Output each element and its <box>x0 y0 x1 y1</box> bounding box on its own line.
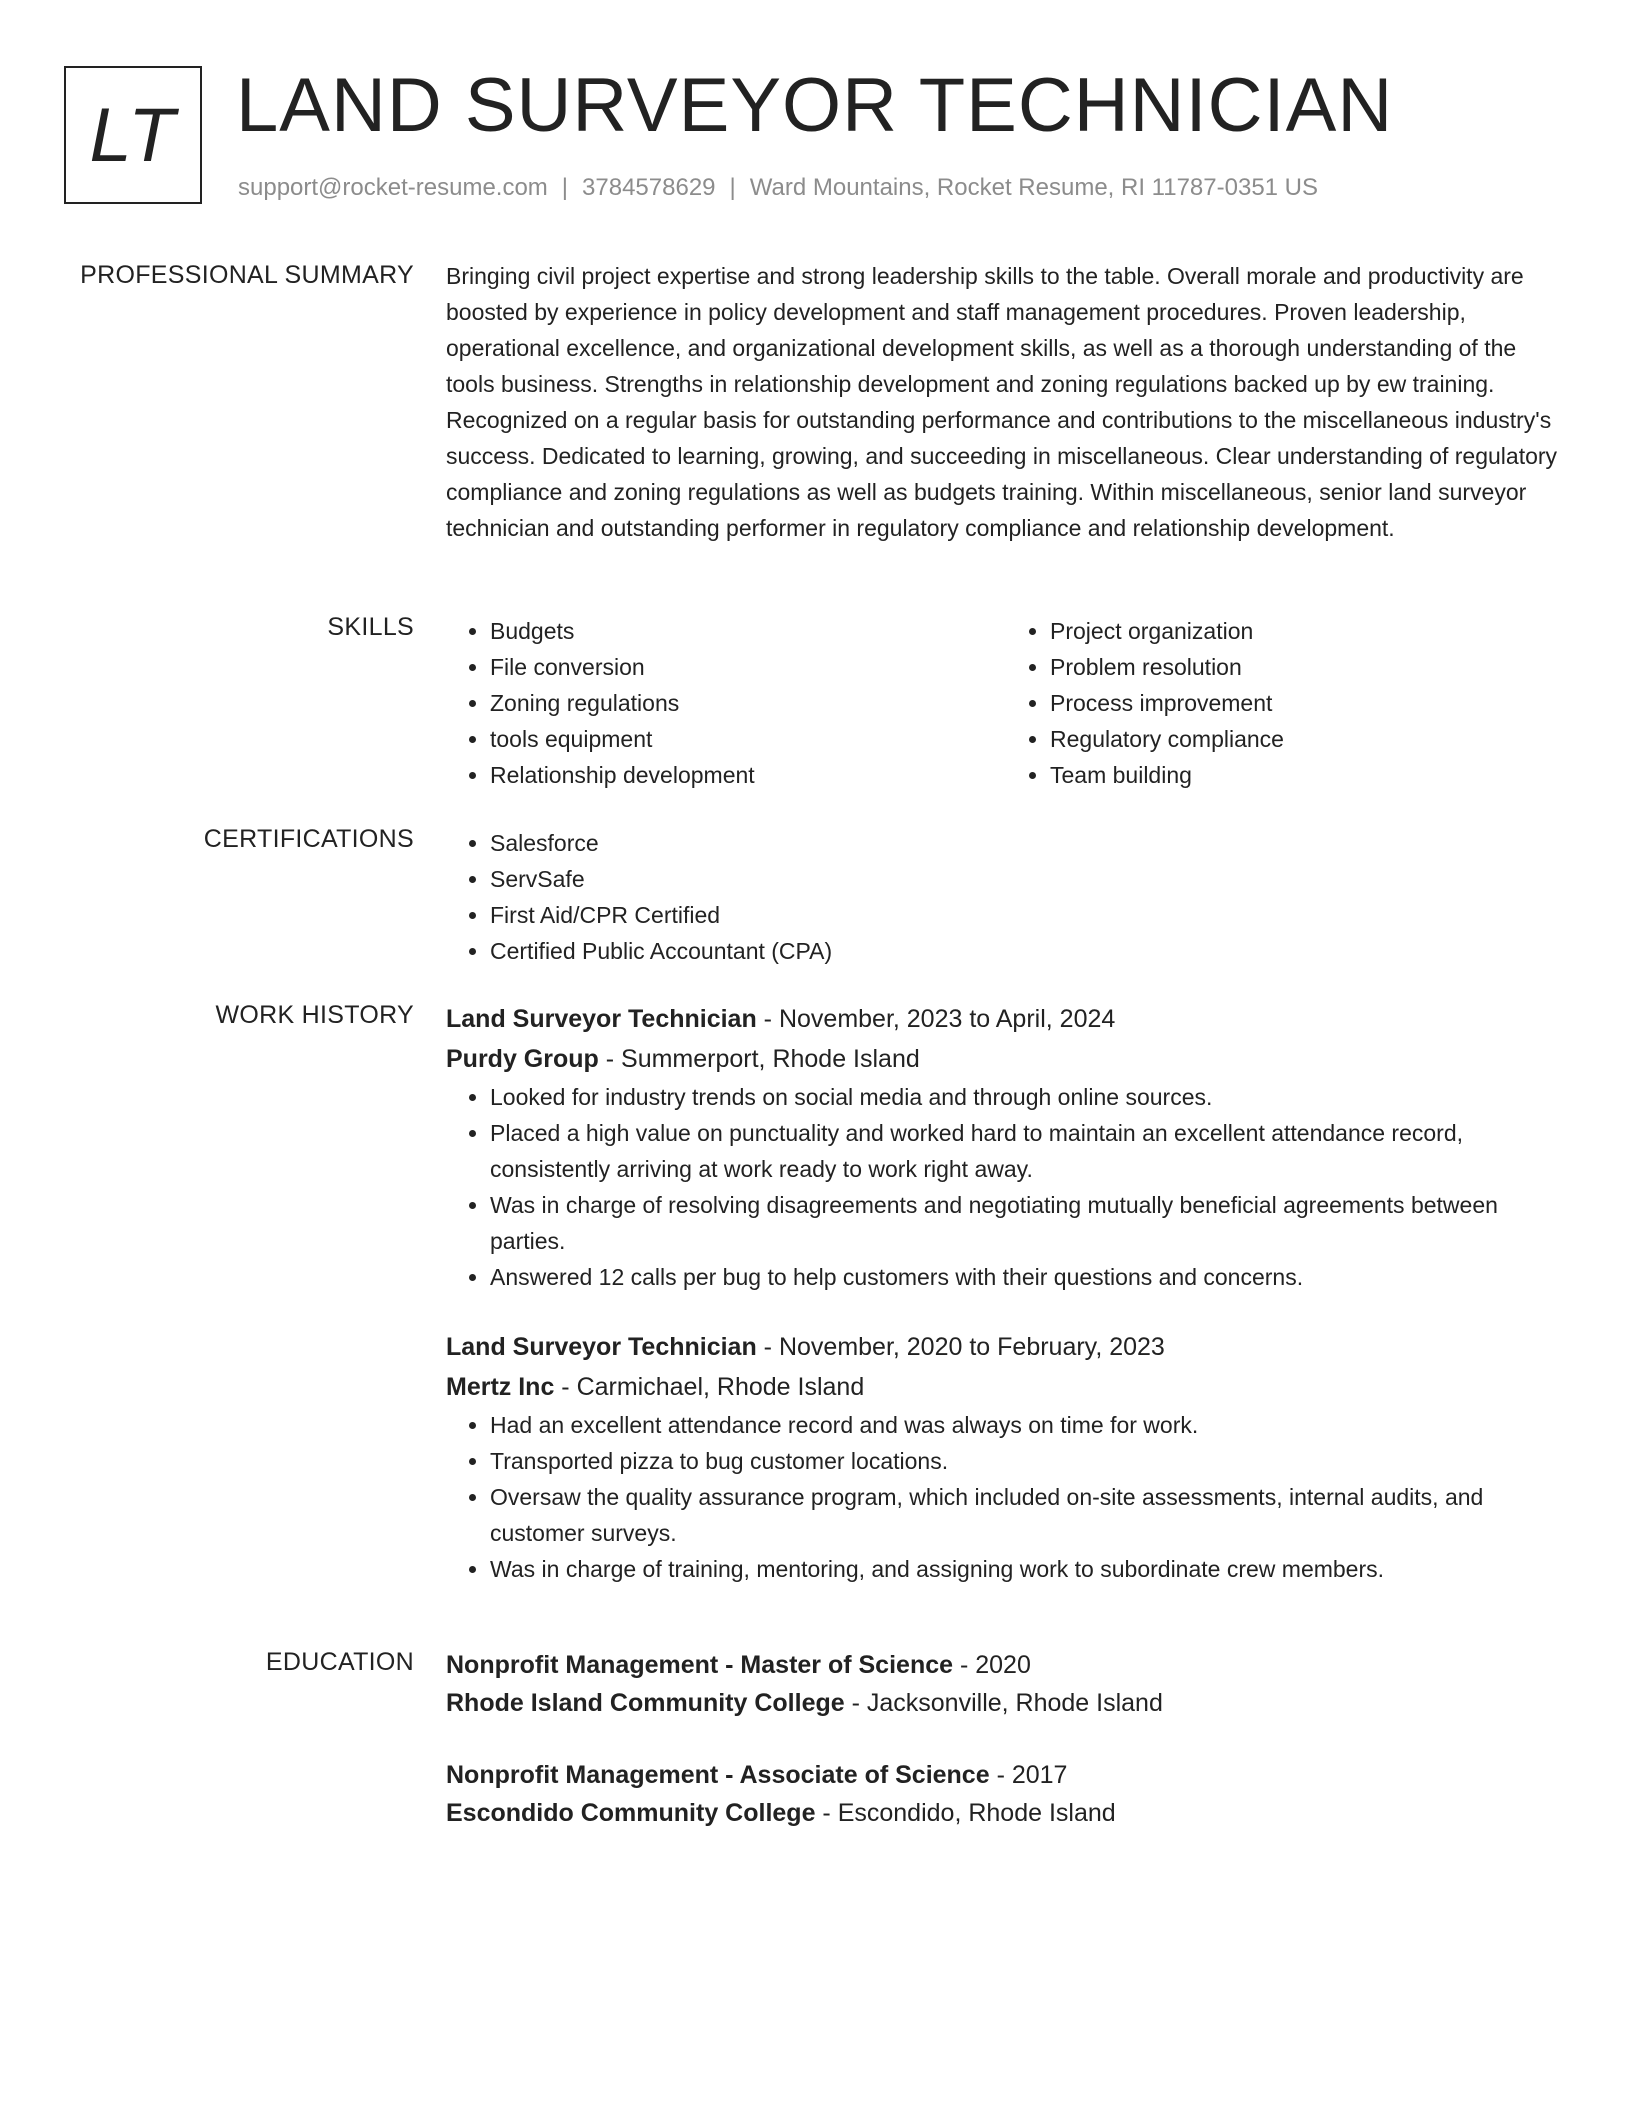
skill-item: • Relationship development <box>490 757 1006 793</box>
skill-item: • Process improvement <box>1050 685 1566 721</box>
section-label-work-history: WORK HISTORY <box>215 1001 414 1029</box>
education-year: - 2020 <box>953 1651 1031 1679</box>
section-label-skills: SKILLS <box>327 613 414 641</box>
skill-item: • tools equipment <box>490 721 1006 757</box>
job-dates: - November, 2020 to February, 2023 <box>756 1333 1165 1361</box>
resume-header <box>64 63 1564 216</box>
education-location: - Escondido, Rhode Island <box>815 1799 1116 1827</box>
job-entry <box>446 999 1566 1295</box>
job-title: Land Surveyor Technician <box>446 1005 757 1033</box>
work-history-body <box>446 999 1566 1619</box>
skill-item: • Zoning regulations <box>490 685 1006 721</box>
job-title-line <box>446 1327 1566 1367</box>
summary-text: Bringing civil project expertise and strong leadership skills to the table. Overall morale and productivity are boosted by experience in policy development and staff management procedures. Proven leadership, operational excellence, and organizational development skills, as well as a thorough understanding of the tools business. Strengths in relationship development and zoning regulations backed up by ew training. Recognized on a regular basis for outstanding performance and contributions to the miscellaneous industry's success. Dedicated to learning, growing, and succeeding in miscellaneous. Clear understanding of regulatory compliance and zoning regulations as well as budgets training. Within miscellaneous, senior land surveyor technician and outstanding performer in regulatory compliance and relationship development. <box>446 263 1558 541</box>
job-company: Mertz Inc <box>446 1373 555 1401</box>
job-location: - Carmichael, Rhode Island <box>554 1373 865 1401</box>
job-bullet: • Transported pizza to bug customer locations. <box>490 1443 1566 1479</box>
certification-item: • Salesforce <box>490 825 1566 861</box>
certification-item: • First Aid/CPR Certified <box>490 897 1566 933</box>
summary-body <box>446 258 1566 546</box>
skill-item: • Team building <box>1050 757 1566 793</box>
job-entry <box>446 1327 1566 1587</box>
job-title: Land Surveyor Technician <box>446 1333 757 1361</box>
education-year: - 2017 <box>989 1761 1068 1789</box>
job-location: - Summerport, Rhode Island <box>598 1045 920 1073</box>
contact-email[interactable]: support@rocket-resume.com <box>238 174 548 201</box>
section-label-summary: PROFESSIONAL SUMMARY <box>80 261 414 289</box>
job-company-line <box>446 1367 1566 1407</box>
certifications-list <box>446 825 1566 969</box>
skills-list-right <box>1006 613 1566 793</box>
job-bullet: • Had an excellent attendance record and was always on time for work. <box>490 1407 1566 1443</box>
education-entry <box>446 1646 1566 1722</box>
job-bullets <box>446 1407 1566 1587</box>
initials-monogram: LT <box>64 66 202 204</box>
job-bullets <box>446 1079 1566 1295</box>
job-bullet: • Placed a high value on punctuality and worked hard to maintain an excellent attendance record, consistently arriving at work ready to work right away. <box>490 1115 1566 1187</box>
skill-item: • Problem resolution <box>1050 649 1566 685</box>
skill-item: • Regulatory compliance <box>1050 721 1566 757</box>
certifications-body <box>446 825 1566 969</box>
certification-item: • Certified Public Accountant (CPA) <box>490 933 1566 969</box>
skills-body <box>446 613 1566 793</box>
education-school: Escondido Community College <box>446 1799 816 1827</box>
job-bullet: • Answered 12 calls per bug to help customers with their questions and concerns. <box>490 1259 1566 1295</box>
section-label-certifications: CERTIFICATIONS <box>203 825 414 853</box>
skills-list-left <box>446 613 1006 793</box>
job-bullet: • Looked for industry trends on social media and through online sources. <box>490 1079 1566 1115</box>
job-title-line <box>446 999 1566 1039</box>
education-entry <box>446 1756 1566 1832</box>
job-dates: - November, 2023 to April, 2024 <box>756 1005 1116 1033</box>
education-school-line <box>446 1794 1566 1832</box>
education-degree-line <box>446 1646 1566 1684</box>
education-location: - Jacksonville, Rhode Island <box>844 1689 1163 1717</box>
job-company: Purdy Group <box>446 1045 599 1073</box>
skill-item: • Project organization <box>1050 613 1566 649</box>
contact-line <box>238 174 1318 202</box>
job-company-line <box>446 1039 1566 1079</box>
job-bullet: • Oversaw the quality assurance program, which included on-site assessments, internal audits, and customer surveys. <box>490 1479 1566 1551</box>
education-school-line <box>446 1684 1566 1722</box>
job-bullet: • Was in charge of resolving disagreements and negotiating mutually beneficial agreements between parties. <box>490 1187 1566 1259</box>
skill-item: • Budgets <box>490 613 1006 649</box>
education-degree-line <box>446 1756 1566 1794</box>
education-body <box>446 1646 1566 1866</box>
education-school: Rhode Island Community College <box>446 1689 845 1717</box>
skill-item: • File conversion <box>490 649 1006 685</box>
education-degree: Nonprofit Management - Master of Science <box>446 1651 954 1679</box>
education-degree: Nonprofit Management - Associate of Science <box>446 1761 990 1789</box>
page-title: LAND SURVEYOR TECHNICIAN <box>236 63 1394 148</box>
contact-separator: | <box>561 174 569 201</box>
contact-address: Ward Mountains, Rocket Resume, RI 11787-0351 US <box>749 174 1319 201</box>
certification-item: • ServSafe <box>490 861 1566 897</box>
section-label-education: EDUCATION <box>265 1648 414 1676</box>
job-bullet: • Was in charge of training, mentoring, and assigning work to subordinate crew members. <box>490 1551 1566 1587</box>
contact-phone[interactable]: 3784578629 <box>582 174 716 201</box>
contact-separator: | <box>729 174 736 201</box>
